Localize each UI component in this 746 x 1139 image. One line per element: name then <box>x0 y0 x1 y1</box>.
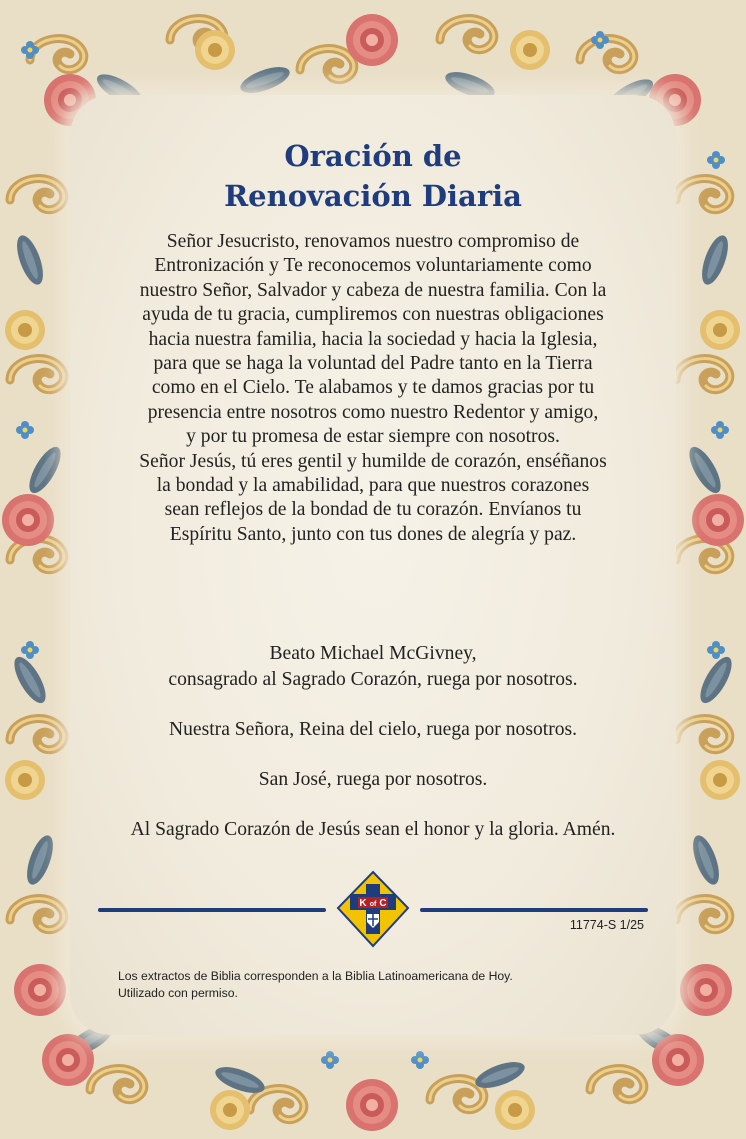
prayer-line: y por tu promesa de estar siempre con nosotros. <box>186 426 560 448</box>
prayer-line: la bondad y la amabilidad, para que nuestros corazones <box>156 475 590 497</box>
title-line-1: Oración de <box>284 139 462 173</box>
prayer-line: Señor Jesús, tú eres gentil y humilde de corazón, enséñanos <box>139 450 607 472</box>
invocation-mcgivney-2: consagrado al Sagrado Corazón, ruega por nosotros. <box>168 669 578 690</box>
knights-of-columbus-emblem-icon <box>336 870 410 948</box>
prayer-line: hacia nuestra familia, hacia la sociedad y hacia la Iglesia, <box>148 328 598 350</box>
footnote-line-2: Utilizado con permiso. <box>118 985 238 1000</box>
invocation-our-lady: Nuestra Señora, Reina del cielo, ruega por nosotros. <box>168 719 578 740</box>
footnote <box>118 968 638 1001</box>
invocation-mcgivney-1: Beato Michael McGivney, <box>269 643 477 664</box>
prayer-line: para que se haga la voluntad del Padre tanto en la Tierra <box>153 353 593 375</box>
emblem-letter-k: K <box>359 898 367 909</box>
prayer-line: Espíritu Santo, junto con tus dones de alegría y paz. <box>169 523 577 545</box>
emblem-letter-c: C <box>379 898 387 909</box>
prayer-line: presencia entre nosotros como nuestro Redentor y amigo, <box>147 401 599 423</box>
prayer-line: nuestro Señor, Salvador y cabeza de nuestra familia. Con la <box>139 279 607 301</box>
prayer-line: Señor Jesucristo, renovamos nuestro compromiso de <box>166 231 580 252</box>
divider-left <box>98 908 326 912</box>
footnote-line-1: Los extractos de Biblia corresponden a la Biblia Latinoamericana de Hoy. <box>118 969 513 983</box>
divider-right <box>420 908 648 912</box>
prayer-body <box>92 230 654 547</box>
invocation-joseph: San José, ruega por nosotros. <box>258 769 488 790</box>
prayer-line: Entronización y Te reconocemos voluntariamente como <box>154 255 592 277</box>
title-line-2: Renovación Diaria <box>224 179 522 213</box>
emblem-letter-of: of <box>369 901 377 908</box>
prayer-line: ayuda de tu gracia, cumpliremos con nuestras obligaciones <box>142 304 604 326</box>
prayer-line: como en el Cielo. Te alabamos y te damos gracias por tu <box>151 377 595 399</box>
prayer-line: sean reflejos de la bondad de tu corazón. Envíanos tu <box>164 499 582 521</box>
closing-line: Al Sagrado Corazón de Jesús sean el honor y la gloria. Amén. <box>130 819 616 840</box>
item-code: 11774-S 1/25 <box>569 918 644 932</box>
